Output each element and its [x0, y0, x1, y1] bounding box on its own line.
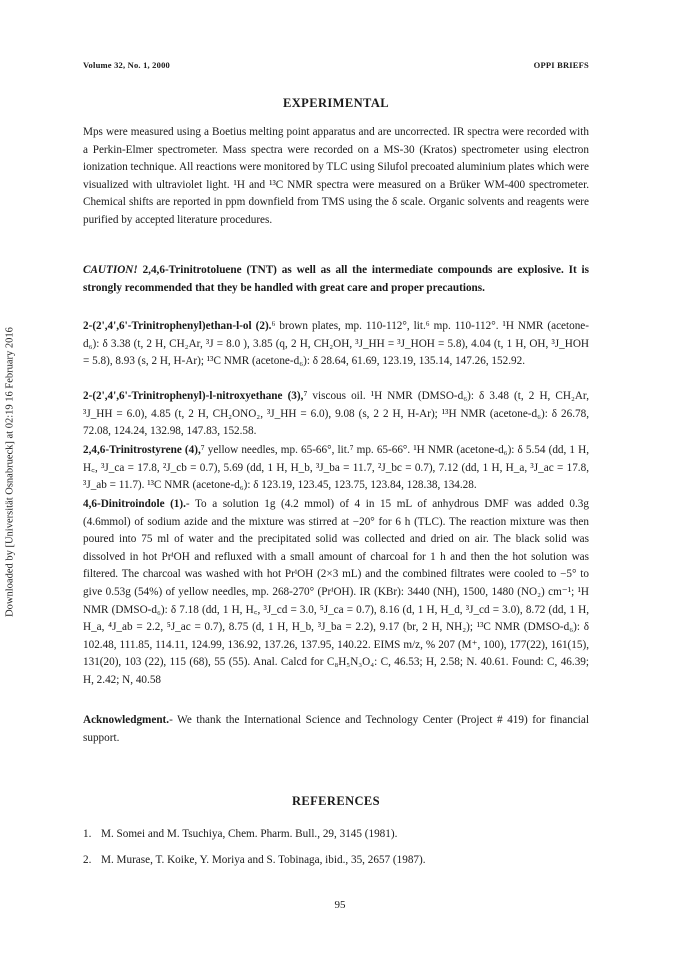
compound-1-paragraph — [83, 496, 589, 690]
reference-text: M. Somei and M. Tsuchiya, Chem. Pharm. Bull., 29, 3145 (1981). — [101, 828, 398, 840]
compound-2-name: 2-(2',4',6'-Trinitrophenyl)ethan-l-ol (2). — [83, 320, 272, 332]
compound-3-paragraph — [83, 388, 589, 441]
compound-3-name: 2-(2',4',6'-Trinitrophenyl)-l-nitroxyethane (3), — [83, 390, 304, 402]
header-volume: Volume 32, No. 1, 2000 — [83, 60, 170, 70]
reference-text: M. Murase, T. Koike, Y. Moriya and S. Tobinaga, ibid., 35, 2657 (1987). — [101, 854, 426, 866]
reference-number: 1. — [83, 828, 92, 840]
header-journal: OPPI BRIEFS — [533, 60, 589, 70]
compound-3-text: ⁷ viscous oil. ¹H NMR (DMSO-d₆): δ 3.48 (t, 2 H, CH₂Ar, ³J_HH = 6.0), 4.85 (t, 2 H, CH₂ONO₂, ³J_HH = 6.0), 9.08 (s, 2 2 H, H-Ar); ¹³H NMR (acetone-d₆): δ 26.78, 72.08, 124.24, 132.98, 147.83, 152.58. — [83, 390, 589, 438]
caution-paragraph — [83, 262, 589, 297]
compound-4-name: 2,4,6-Trinitrostyrene (4), — [83, 444, 201, 456]
compound-2-paragraph — [83, 318, 589, 371]
compound-4-text: ⁷ yellow needles, mp. 65-66°, lit.⁷ mp. 65-66°. ¹H NMR (acetone-d₆): δ 5.54 (dd, 1 H, H꜀, ³J_ca = 17.8, ²J_cb = 0.7), 5.69 (dd, 1 H, H_b, ³J_ba = 11.7, ²J_bc = 0.7), 7.12 (dd, 1 H, H_a, ³J_ac = 17.8, ³J_ab = 11.7). ¹³C NMR (acetone-d₆): δ 123.19, 123.45, 123.75, 123.84, 128.38, 134.28. — [83, 444, 589, 492]
compound-4-paragraph — [83, 442, 589, 495]
reference-item — [83, 852, 589, 868]
compound-1-name: 4,6-Dinitroindole (1). — [83, 498, 186, 510]
references-title: REFERENCES — [291, 794, 381, 808]
reference-number: 2. — [83, 854, 92, 866]
compound-2-text: ⁶ brown plates, mp. 110-112°, lit.⁶ mp. 110-112°. ¹H NMR (acetone-d₆): δ 3.38 (t, 2 H, CH₂Ar, ³J = 8.0 ), 3.85 (q, 2 H, CH₂OH, ³J_HH = ³J_HOH = 5.8), 4.04 (t, 1 H, OH, ³J_HOH = 5.8), 8.93 (s, 2 H, H-Ar); ¹³C NMR (acetone-d₆): δ 28.64, 61.69, 123.19, 135.14, 147.26, 152.92. — [83, 320, 589, 368]
caution-label: CAUTION! — [83, 264, 138, 276]
running-header — [83, 60, 589, 74]
download-watermark-text: Downloaded by [Universität Osnabrueck] at 02:19 16 February 2016 — [4, 327, 16, 617]
page-number: 95 — [334, 899, 346, 911]
acknowledgment-paragraph — [83, 712, 589, 747]
section-title: EXPERIMENTAL — [283, 96, 389, 110]
compound-1-text: - To a solution 1g (4.2 mmol) of 4 in 15 mL of anhydrous DMF was added 0.3g (4.6mmol) of sodium azide and the mixture was stirred at −20° for 6 h (TLC). The reaction mixture was then poured into 75 ml of water and the precipitated solid was collected and dried on air. The black solid was dissolved in hot PrⁱOH and refluxed with a small amount of charcoal for 1 h and then the hot solution was filtered. The charcoal was washed with hot PrⁱOH (2×3 mL) and the combined filtrates were cooled to −5° to give 0.53g (54%) of yellow needles, mp. 268-270° (PrⁱOH). IR (KBr): 3440 (NH), 1500, 1480 (NO₂) cm⁻¹; ¹H NMR (DMSO-d₆): δ 7.18 (dd, 1 H, H꜀, ³J_cd = 3.0, ⁵J_ca = 0.7), 8.16 (d, 1 H, H_d, ³J_cd = 3.0), 8.72 (dd, 1 H, H_a, ⁴J_ab = 2.2, ⁵J_ac = 0.7), 8.75 (d, 1 H, H_b, ³J_ba = 2.2), 9.17 (br, 2 H, NH₂); ¹³C NMR (DMSO-d₆): δ 102.48, 111.85, 114.11, 124.99, 136.92, 137.26, 137.95, 140.22. EIMS m/z, % 207 (M⁺, 100), 177(22), 161(15), 131(20), 103 (22), 115 (68), 55 (55). Anal. Calcd for C₈H₅N₃O₄: C, 46.53; H, 2.58; N. 40.61. Found: C, 46.39; H, 2.42; N, 40.58 — [83, 498, 589, 686]
intro-paragraph: Mps were measured using a Boetius melting point apparatus and are uncorrected. IR spectra were recorded with a Perkin-Elmer spectrometer. Mass spectra were recorded on a MS-30 (Kratos) spectrometer using electron ionization technique. All reactions were monitored by TLC using Silufol precoated aluminium plates which were visualized with ultraviolet light. ¹H and ¹³C NMR spectra were measured on a Brüker WM-400 spectrometer. Chemical shifts are reported in ppm downfield from TMS using the δ scale. Organic solvents and reagents were purified by accepted literature procedures. — [83, 126, 589, 226]
download-watermark — [3, 212, 17, 732]
acknowledgment-text: - We thank the International Science and Technology Center (Project # 419) for financial support. — [83, 714, 589, 744]
acknowledgment-label: Acknowledgment. — [83, 714, 170, 726]
caution-text: 2,4,6-Trinitrotoluene (TNT) as well as all the intermediate compounds are explosive. It is strongly recommended that they be handled with great care and proper precautions. — [83, 264, 589, 294]
reference-item — [83, 826, 589, 842]
